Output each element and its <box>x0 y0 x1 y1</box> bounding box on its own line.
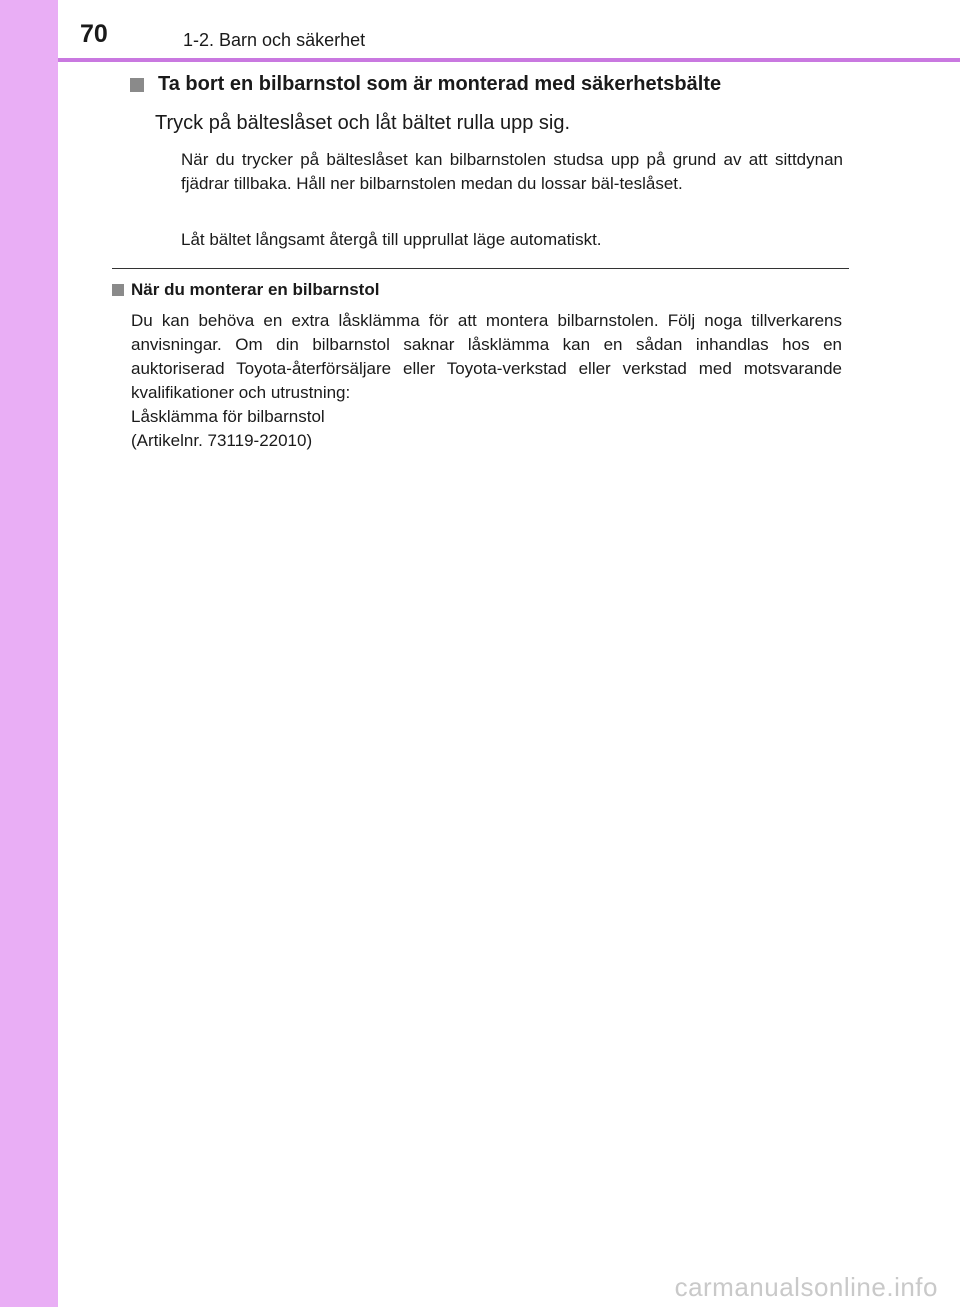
installation-info <box>131 309 842 453</box>
body-paragraph: Du kan behöva en extra låsklämma för att montera bilbarnstolen. Följ noga tillverkarens anvisningar. Om din bilbarnstol saknar låsklämma kan en sådan inhandlas hos en auktoriserad Toyota-återförsäljare eller Toyota-verkstad eller verkstad med motsvarande kvalifikationer och utrustning: <box>131 311 842 402</box>
note-paragraph: Låt bältet långsamt återgå till upprullat läge automatiskt. <box>181 230 602 249</box>
square-bullet-icon <box>112 284 124 296</box>
section-heading-installing <box>112 280 832 300</box>
square-bullet-icon <box>130 78 144 92</box>
page-number: 70 <box>80 20 108 48</box>
section-heading-text: Ta bort en bilbarnstol som är monterad med säkerhetsbälte <box>158 73 722 95</box>
instruction-text: Tryck på bälteslåset och låt bältet rulla upp sig. <box>155 112 571 134</box>
subsection-heading-text: När du monterar en bilbarnstol <box>131 280 380 299</box>
part-number: (Artikelnr. 73119-22010) <box>131 431 313 450</box>
part-name: Låsklämma för bilbarnstol <box>131 407 325 426</box>
section-divider <box>112 268 849 269</box>
footer-watermark: carmanualsonline.info <box>674 1272 938 1302</box>
note-paragraph: När du trycker på bälteslåset kan bilbarnstolen studsa upp på grund av att sittdynan fjädrar tillbaka. Håll ner bilbarnstolen medan du lossar bäl-teslåset. <box>181 150 843 193</box>
section-heading-remove-seat <box>130 73 850 96</box>
side-tab-band <box>0 0 58 1307</box>
chapter-title: 1-2. Barn och säkerhet <box>183 30 366 50</box>
header-rule <box>58 58 960 62</box>
